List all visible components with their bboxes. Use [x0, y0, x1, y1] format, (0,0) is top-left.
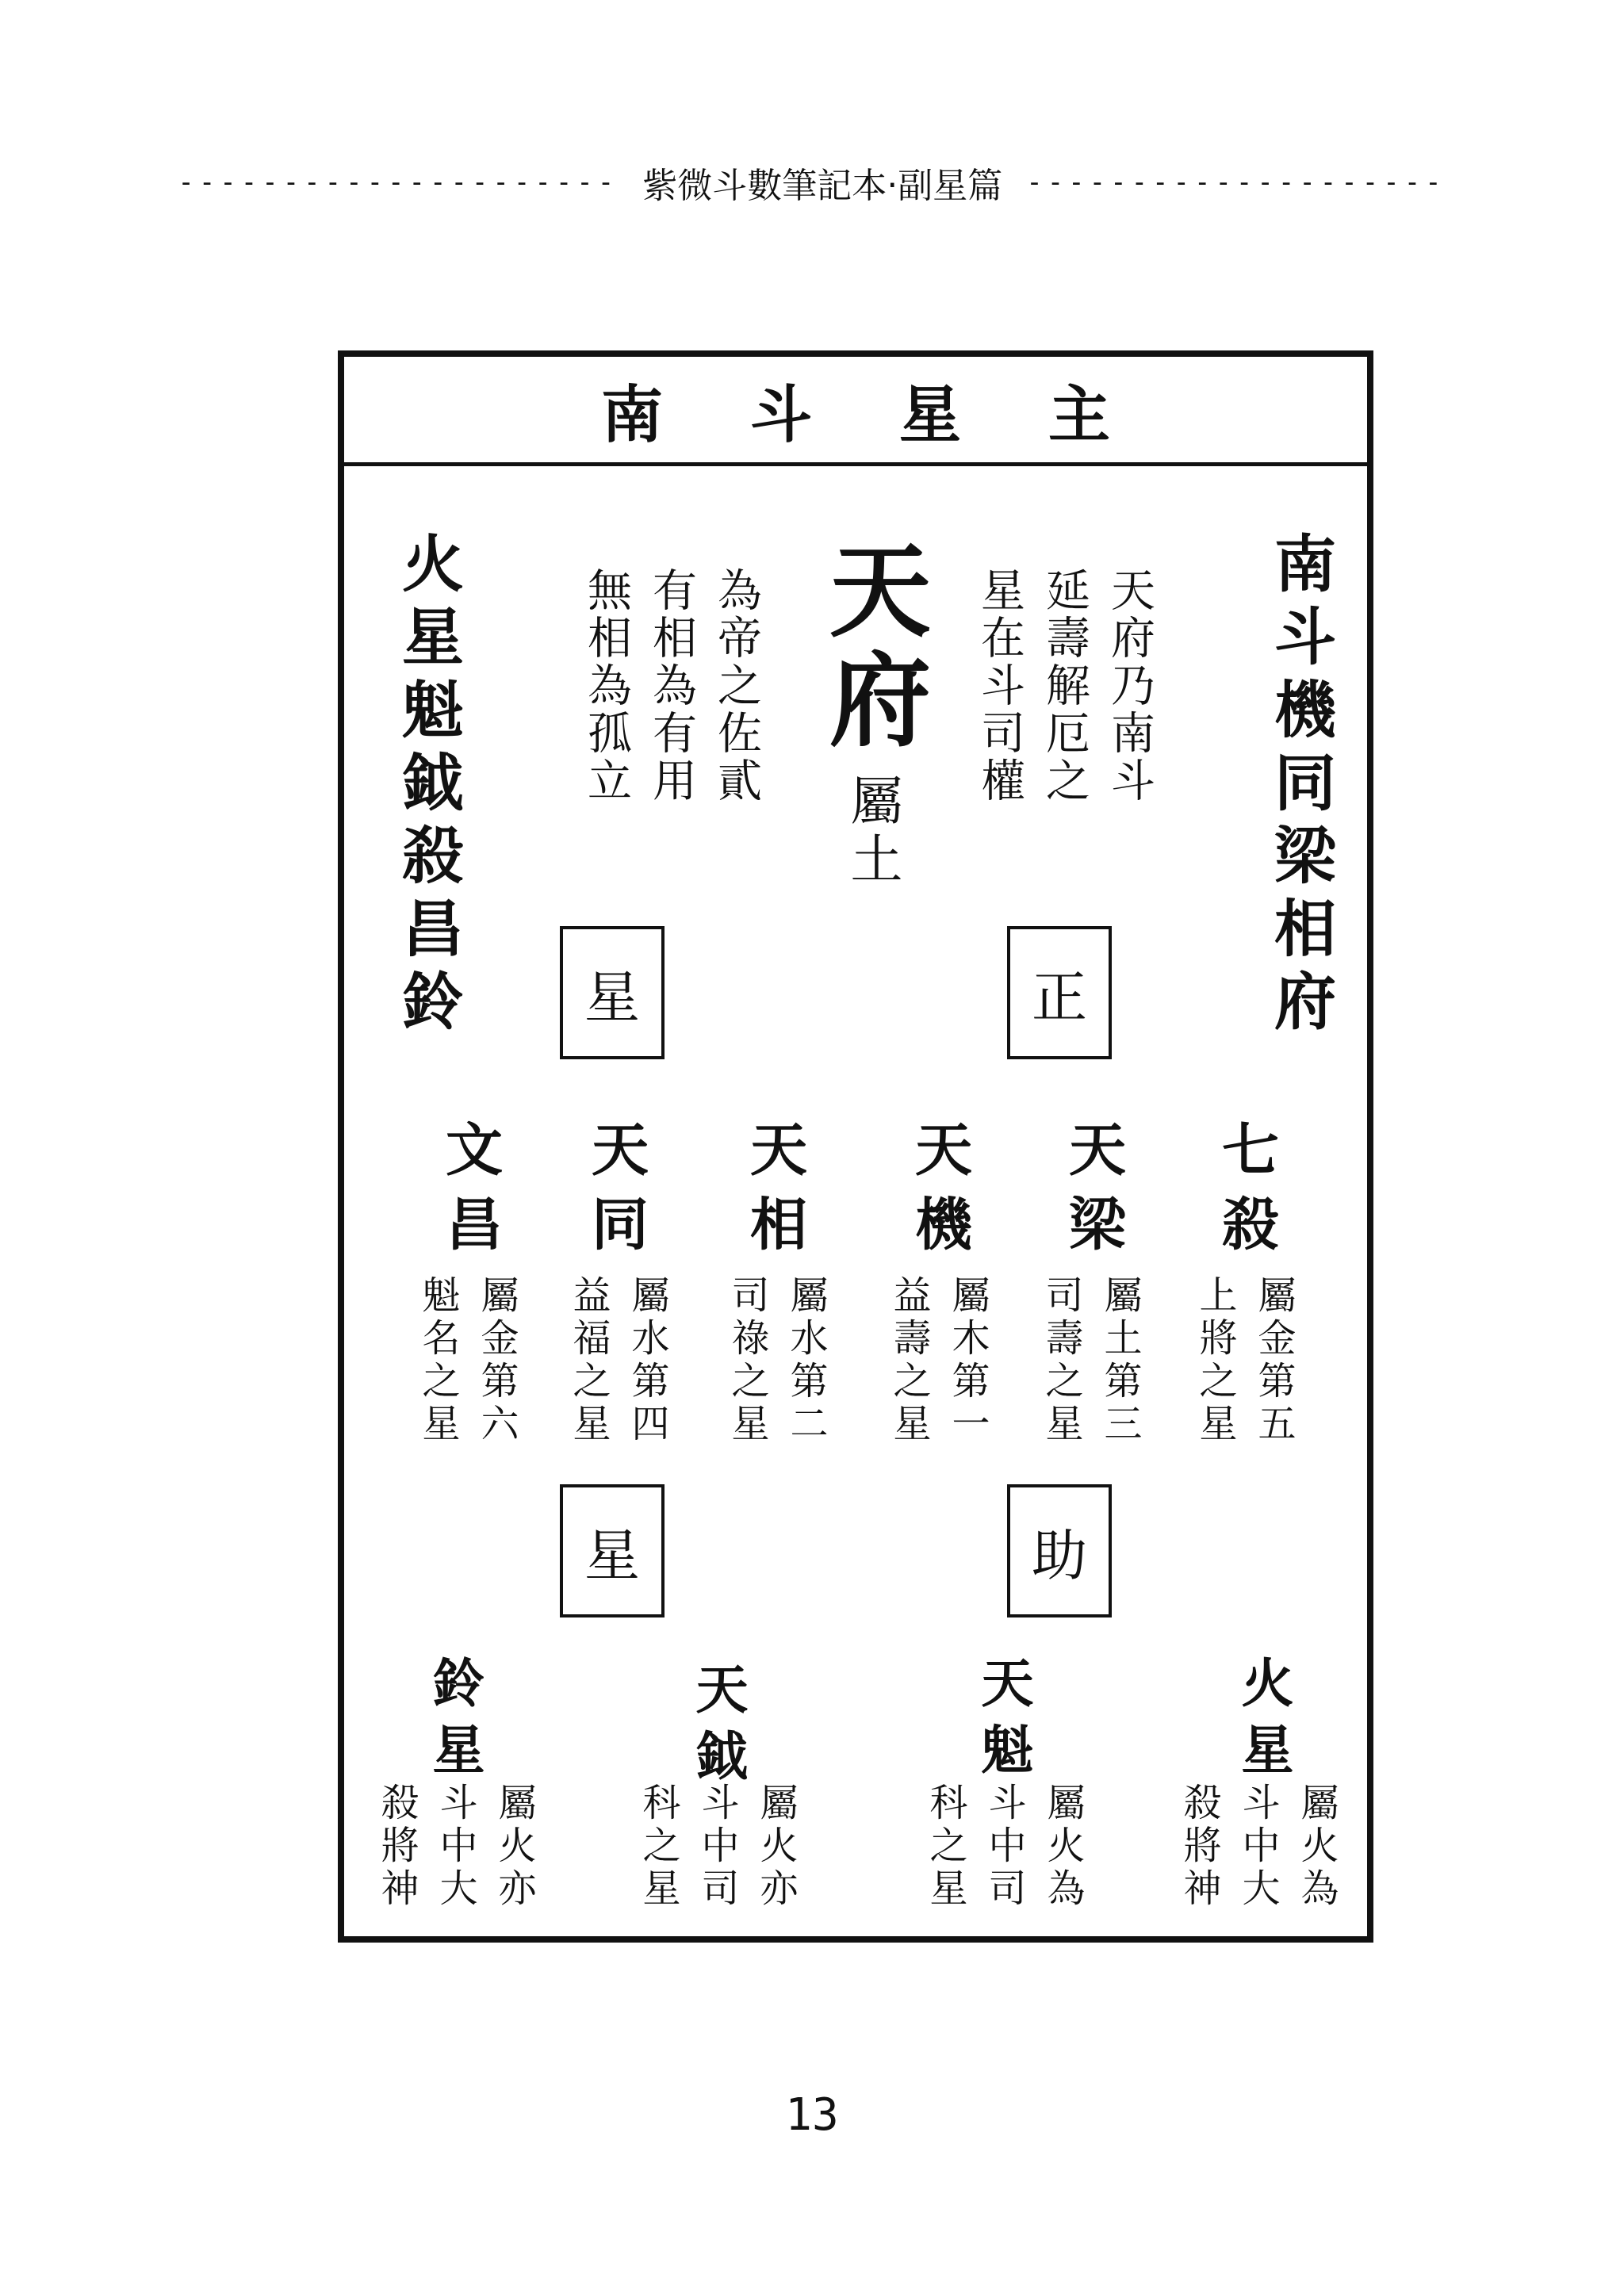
header-title: 紫微斗數筆記本‧副星篇 — [642, 166, 1003, 206]
star-label-box: 星 — [560, 1484, 665, 1617]
running-header — [0, 159, 1624, 206]
description-column: 斗中司 — [695, 1782, 739, 1911]
star-name: 天鉞 — [687, 1662, 749, 1795]
center-star-element: 屬土 — [841, 773, 902, 890]
description-column: 司壽之星 — [1039, 1275, 1083, 1446]
description-column: 屬火亦 — [492, 1782, 536, 1911]
star-name: 天同 — [582, 1120, 649, 1269]
page-number: 13 — [785, 2089, 839, 2141]
header-left-rule: --------------------- — [178, 167, 619, 198]
main-star-qisha — [1212, 1120, 1280, 1269]
star-name: 七殺 — [1212, 1120, 1280, 1269]
main-star-wenchang-desc — [416, 1275, 519, 1446]
description-column: 斗中大 — [433, 1782, 477, 1911]
description-column: 星在斗司權 — [974, 567, 1025, 805]
header-right-rule: -------------------- — [1026, 167, 1446, 198]
aux-star-lingxing-desc — [374, 1782, 536, 1911]
aux-star-huoxing — [1232, 1656, 1294, 1789]
description-column: 殺將神 — [1177, 1782, 1221, 1911]
description-column: 殺將神 — [374, 1782, 419, 1911]
aux-star-tiankui-desc — [923, 1782, 1085, 1911]
center-right-description — [974, 567, 1155, 805]
main-star-tianxiang — [741, 1120, 808, 1269]
star-name: 天機 — [906, 1120, 973, 1269]
aux-star-lingxing — [423, 1656, 485, 1789]
star-name: 文昌 — [436, 1120, 504, 1269]
description-column: 為帝之佐貳 — [710, 567, 762, 805]
aux-star-tiankui — [972, 1656, 1034, 1789]
main-star-tiantong-desc — [566, 1275, 669, 1446]
star-name: 天魁 — [972, 1656, 1034, 1789]
description-column: 有相為有用 — [645, 567, 697, 805]
main-star-tianliang — [1059, 1120, 1127, 1269]
center-star-name: 天府 — [812, 538, 931, 756]
description-column: 科之星 — [636, 1782, 680, 1911]
star-name: 天梁 — [1059, 1120, 1127, 1269]
description-column: 屬水第二 — [783, 1275, 828, 1446]
description-column: 斗中大 — [1235, 1782, 1280, 1911]
description-column: 屬火為 — [1040, 1782, 1085, 1911]
description-column: 天府乃南斗 — [1104, 567, 1155, 805]
left-verse: 火星魁鉞殺昌鈴 — [392, 531, 464, 1042]
box-title-char: 主 — [1048, 378, 1111, 451]
star-name: 火星 — [1232, 1656, 1294, 1789]
description-column: 屬金第五 — [1251, 1275, 1296, 1446]
box-title-char: 斗 — [749, 378, 812, 451]
description-column: 屬金第六 — [474, 1275, 519, 1446]
star-name: 天相 — [741, 1120, 808, 1269]
description-column: 科之星 — [923, 1782, 967, 1911]
main-star-label-box: 正 — [1007, 926, 1112, 1059]
description-column: 益壽之星 — [887, 1275, 931, 1446]
description-column: 屬水第四 — [625, 1275, 669, 1446]
description-column: 無相為孤立 — [580, 567, 632, 805]
description-column: 屬火亦 — [753, 1782, 798, 1911]
box-title-char: 星 — [899, 378, 962, 451]
box-title-bar — [344, 357, 1367, 466]
star-label-box: 星 — [560, 926, 665, 1059]
main-star-wenchang — [436, 1120, 504, 1269]
description-column: 司祿之星 — [725, 1275, 769, 1446]
star-name: 鈴星 — [423, 1656, 485, 1789]
description-column: 益福之星 — [566, 1275, 611, 1446]
description-column: 屬木第一 — [945, 1275, 990, 1446]
aux-star-label-box: 助 — [1007, 1484, 1112, 1617]
description-column: 延壽解厄之 — [1039, 567, 1090, 805]
description-column: 屬土第三 — [1097, 1275, 1142, 1446]
box-title-char: 南 — [600, 378, 663, 451]
description-column: 斗中司 — [982, 1782, 1026, 1911]
main-star-tianliang-desc — [1039, 1275, 1142, 1446]
main-star-tianji — [906, 1120, 973, 1269]
right-verse: 南斗機同梁相府 — [1264, 531, 1336, 1042]
main-star-qisha-desc — [1193, 1275, 1296, 1446]
aux-star-huoxing-desc — [1177, 1782, 1339, 1911]
description-column: 上將之星 — [1193, 1275, 1237, 1446]
description-column: 屬火為 — [1294, 1782, 1339, 1911]
main-star-tiantong — [582, 1120, 649, 1269]
aux-star-tianyue — [687, 1662, 749, 1795]
main-star-tianxiang-desc — [725, 1275, 828, 1446]
aux-star-tianyue-desc — [636, 1782, 798, 1911]
main-star-tianji-desc — [887, 1275, 990, 1446]
center-left-description — [580, 567, 762, 805]
description-column: 魁名之星 — [416, 1275, 460, 1446]
